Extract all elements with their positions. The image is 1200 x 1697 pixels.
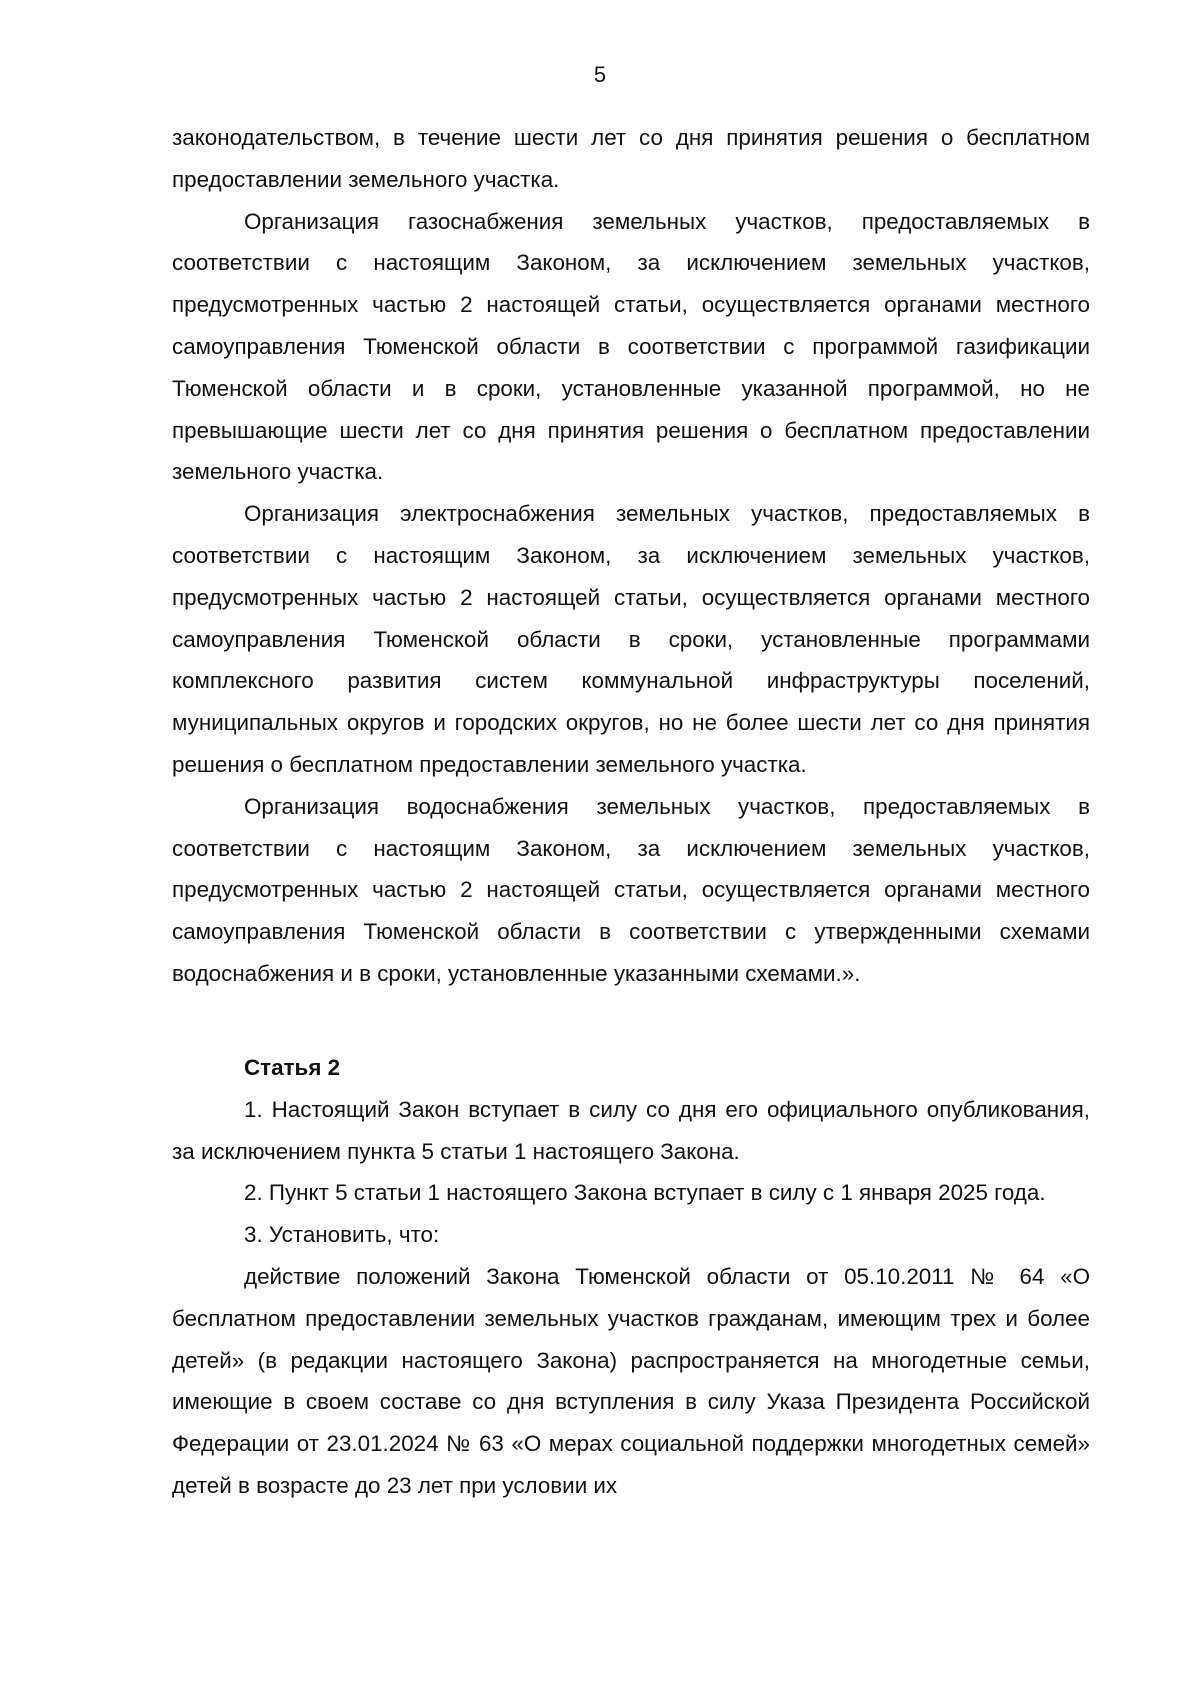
article-heading: Статья 2 [244,1055,341,1080]
page-number: 5 [593,62,607,87]
amendment-text-block [172,117,1090,995]
paragraph-continuation: законодательством, в течение шести лет со дня принятия решения о бесплатном предоставлении земельного участка. [172,125,1090,192]
article-2-clause-2: 2. Пункт 5 статьи 1 настоящего Закона вступает в силу с 1 января 2025 года. [244,1180,1046,1206]
paragraph-water-supply: Организация водоснабжения земельных участков, предоставляемых в соответствии с настоящим Законом, за исключением земельных участков, предусмотренных частью 2 настоящей статьи, осуществляется органами местного самоуправления Тюменской области в соответствии с утвержденными схемами водоснабжения и в сроки, установленные указанными схемами.». [172,793,1090,986]
article-2-clause-3-text: действие положений Закона Тюменской области от 05.10.2011 № 64 «О бесплатном предоставлении земельных участков гражданам, имеющим трех и более детей» (в редакции настоящего Закона) распространяется на многодетные семьи, имеющие в своем составе со дня вступления в силу Указа Президента Российской Федерации от 23.01.2024 № 63 «О мерах социальной поддержки многодетных семей» детей в возрасте до 23 лет при условии их [172,1263,1090,1498]
paragraph-gas-supply: Организация газоснабжения земельных участков, предоставляемых в соответствии с настоящим Законом, за исключением земельных участков, предусмотренных частью 2 настоящей статьи, осуществляется органами местного самоуправления Тюменской области в соответствии с программой газификации Тюменской области и в сроки, установленные указанной программой, но не превышающие шести лет со дня принятия решения о бесплатном предоставлении земельного участка. [172,208,1090,485]
paragraph-electricity-supply: Организация электроснабжения земельных участков, предоставляемых в соответствии с настоящим Законом, за исключением земельных участков, предусмотренных частью 2 настоящей статьи, осуществляется органами местного самоуправления Тюменской области в сроки, установленные программами комплексного развития систем коммунальной инфраструктуры поселений, муниципальных округов и городских округов, но не более шести лет со дня принятия решения о бесплатном предоставлении земельного участка. [172,501,1090,777]
article-2-clause-1: 1. Настоящий Закон вступает в силу со дня его официального опубликования, за исключением пункта 5 статьи 1 настоящего Закона. [172,1096,1090,1164]
article-2-clause-3: 3. Установить, что: [244,1222,440,1248]
article-2-section [172,1047,1090,1507]
